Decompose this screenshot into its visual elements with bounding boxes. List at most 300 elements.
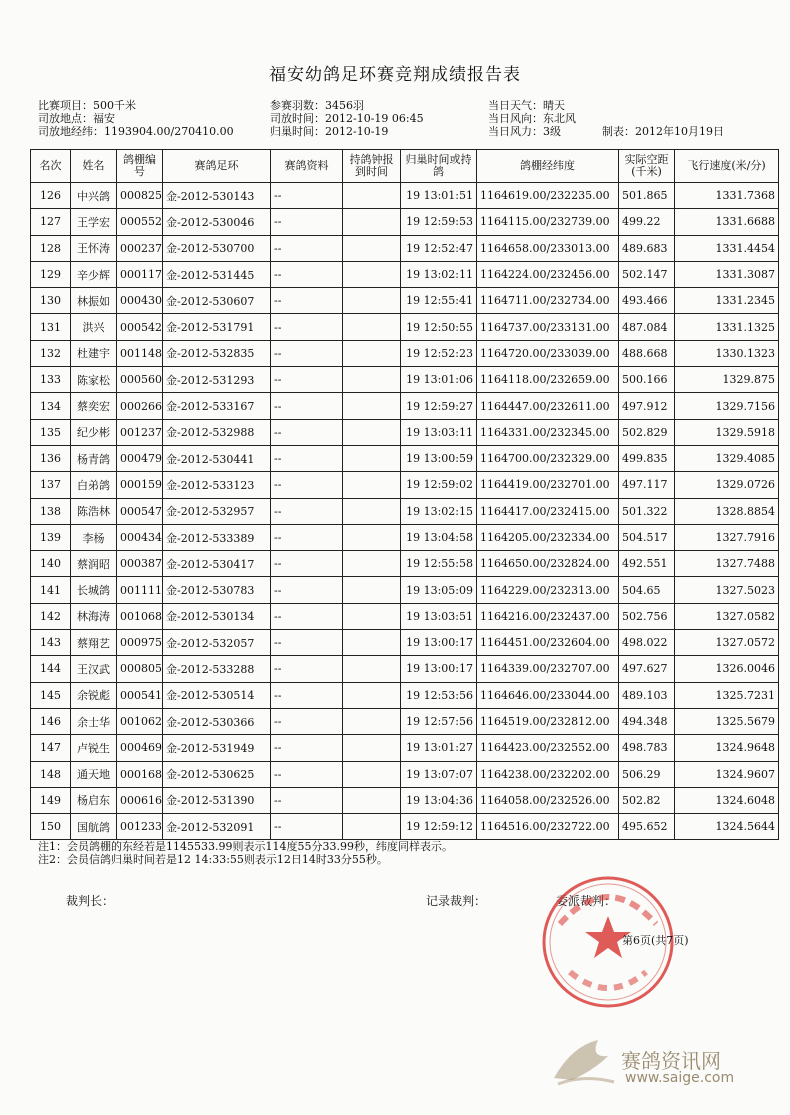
cell-distance: 506.29 — [619, 761, 675, 787]
cell-name: 余锐彪 — [71, 682, 117, 708]
cell-name: 卢锐生 — [71, 735, 117, 761]
cell-rank: 131 — [31, 314, 71, 340]
table-row — [31, 261, 779, 287]
cell-rank: 149 — [31, 787, 71, 813]
cell-clock-time — [343, 682, 401, 708]
cell-loft-id: 000547 — [117, 498, 163, 524]
cell-loft-id: 001111 — [117, 577, 163, 603]
cell-pigeon-info: -- — [271, 814, 343, 840]
cell-speed: 1331.4454 — [675, 235, 779, 261]
cell-clock-time — [343, 630, 401, 656]
cell-loft-id: 000975 — [117, 630, 163, 656]
weather: 当日天气：晴天 — [488, 99, 565, 112]
table-row — [31, 630, 779, 656]
note-1: 注1：会员鸽棚的东经若是1145533.99则表示114度55分33.99秒，纬度同样表示。 — [38, 840, 453, 853]
cell-coords: 1164650.00/232824.00 — [477, 551, 619, 577]
made-date: 制表：2012年10月19日 — [602, 125, 724, 138]
cell-coords: 1164224.00/232456.00 — [477, 261, 619, 287]
cell-distance: 502.756 — [619, 603, 675, 629]
table-header-row — [31, 150, 779, 183]
table-row — [31, 314, 779, 340]
table-row — [31, 603, 779, 629]
cell-distance: 487.084 — [619, 314, 675, 340]
cell-pigeon-info: -- — [271, 682, 343, 708]
cell-ring: 金-2012-530134 — [163, 603, 271, 629]
cell-coords: 1164447.00/232611.00 — [477, 393, 619, 419]
table-row — [31, 761, 779, 787]
cell-ring: 金-2012-530046 — [163, 209, 271, 235]
cell-ring: 金-2012-531390 — [163, 787, 271, 813]
cell-rank: 128 — [31, 235, 71, 261]
cell-ring: 金-2012-530783 — [163, 577, 271, 603]
cell-distance: 502.82 — [619, 787, 675, 813]
release-place: 司放地点：福安 — [38, 112, 115, 125]
cell-name: 杨青鸽 — [71, 445, 117, 471]
cell-name: 蔡润昭 — [71, 551, 117, 577]
cell-speed: 1327.7916 — [675, 524, 779, 550]
cell-pigeon-info: -- — [271, 340, 343, 366]
header-ring: 赛鸽足环 — [163, 150, 271, 183]
cell-coords: 1164205.00/232334.00 — [477, 524, 619, 550]
cell-pigeon-info: -- — [271, 630, 343, 656]
cell-clock-time — [343, 814, 401, 840]
release-coords: 司放地经纬：1193904.00/270410.00 — [38, 125, 234, 138]
table-row — [31, 656, 779, 682]
wind-direction: 当日风向：东北风 — [488, 112, 576, 125]
cell-ring: 金-2012-530417 — [163, 551, 271, 577]
cell-coords: 1164451.00/232604.00 — [477, 630, 619, 656]
cell-return-time: 19 13:00:17 — [401, 656, 477, 682]
cell-name: 长城鸽 — [71, 577, 117, 603]
cell-name: 洪兴 — [71, 314, 117, 340]
cell-speed: 1326.0046 — [675, 656, 779, 682]
cell-distance: 500.166 — [619, 367, 675, 393]
cell-pigeon-info: -- — [271, 261, 343, 287]
note-2: 注2：会员信鸽归巢时间若是12 14:33:55则表示12日14时33分55秒。 — [38, 853, 388, 866]
cell-return-time: 19 12:55:58 — [401, 551, 477, 577]
header-coords: 鸽棚经纬度 — [477, 150, 619, 183]
cell-coords: 1164423.00/232552.00 — [477, 735, 619, 761]
cell-coords: 1164516.00/232722.00 — [477, 814, 619, 840]
cell-clock-time — [343, 787, 401, 813]
report-title: 福安幼鸽足环赛竞翔成绩报告表 — [269, 65, 521, 85]
cell-name: 李杨 — [71, 524, 117, 550]
cell-coords: 1164658.00/233013.00 — [477, 235, 619, 261]
cell-pigeon-info: -- — [271, 577, 343, 603]
cell-rank: 126 — [31, 183, 71, 209]
cell-rank: 133 — [31, 367, 71, 393]
cell-ring: 金-2012-532835 — [163, 340, 271, 366]
cell-pigeon-info: -- — [271, 498, 343, 524]
cell-rank: 150 — [31, 814, 71, 840]
cell-speed: 1324.9648 — [675, 735, 779, 761]
cell-pigeon-info: -- — [271, 761, 343, 787]
cell-ring: 金-2012-530700 — [163, 235, 271, 261]
cell-loft-id: 000825 — [117, 183, 163, 209]
header-distance: 实际空距(千米) — [619, 150, 675, 183]
cell-pigeon-info: -- — [271, 314, 343, 340]
cell-name: 林振如 — [71, 288, 117, 314]
cell-rank: 140 — [31, 551, 71, 577]
cell-pigeon-info: -- — [271, 735, 343, 761]
cell-speed: 1331.7368 — [675, 183, 779, 209]
cell-pigeon-info: -- — [271, 656, 343, 682]
cell-ring: 金-2012-531293 — [163, 367, 271, 393]
cell-pigeon-info: -- — [271, 209, 343, 235]
pigeon-logo-icon — [548, 1032, 620, 1092]
table-row — [31, 340, 779, 366]
cell-loft-id: 001148 — [117, 340, 163, 366]
cell-return-time: 19 13:00:17 — [401, 630, 477, 656]
table-row — [31, 708, 779, 734]
header-speed: 飞行速度(米/分) — [675, 150, 779, 183]
table-row — [31, 682, 779, 708]
cell-pigeon-info: -- — [271, 288, 343, 314]
table-row — [31, 814, 779, 840]
cell-clock-time — [343, 577, 401, 603]
cell-coords: 1164058.00/232526.00 — [477, 787, 619, 813]
cell-ring: 金-2012-530441 — [163, 445, 271, 471]
cell-pigeon-info: -- — [271, 524, 343, 550]
cell-name: 陈浩林 — [71, 498, 117, 524]
cell-name: 余士华 — [71, 708, 117, 734]
cell-speed: 1330.1323 — [675, 340, 779, 366]
cell-loft-id: 001068 — [117, 603, 163, 629]
watermark-url: www.saige.com — [625, 1070, 735, 1086]
header-rank: 名次 — [31, 150, 71, 183]
cell-ring: 金-2012-532988 — [163, 419, 271, 445]
cell-clock-time — [343, 235, 401, 261]
cell-return-time: 19 13:01:06 — [401, 367, 477, 393]
cell-distance: 493.466 — [619, 288, 675, 314]
cell-ring: 金-2012-531949 — [163, 735, 271, 761]
cell-coords: 1164419.00/232701.00 — [477, 472, 619, 498]
cell-distance: 488.668 — [619, 340, 675, 366]
cell-return-time: 19 13:02:11 — [401, 261, 477, 287]
cell-clock-time — [343, 209, 401, 235]
cell-clock-time — [343, 419, 401, 445]
table-row — [31, 183, 779, 209]
cell-name: 王汉武 — [71, 656, 117, 682]
cell-pigeon-info: -- — [271, 235, 343, 261]
cell-clock-time — [343, 603, 401, 629]
table-row — [31, 787, 779, 813]
cell-ring: 金-2012-530366 — [163, 708, 271, 734]
cell-distance: 497.912 — [619, 393, 675, 419]
cell-loft-id: 000387 — [117, 551, 163, 577]
cell-clock-time — [343, 524, 401, 550]
cell-distance: 497.117 — [619, 472, 675, 498]
cell-coords: 1164417.00/232415.00 — [477, 498, 619, 524]
return-time: 归巢时间：2012-10-19 — [270, 125, 389, 138]
cell-speed: 1331.3087 — [675, 261, 779, 287]
notes — [38, 840, 453, 866]
cell-speed: 1324.9607 — [675, 761, 779, 787]
cell-return-time: 19 13:04:58 — [401, 524, 477, 550]
assigned-judge-label: 委派裁判： — [556, 894, 617, 908]
header-name: 姓名 — [71, 150, 117, 183]
table-row — [31, 577, 779, 603]
cell-speed: 1328.8854 — [675, 498, 779, 524]
cell-loft-id: 001062 — [117, 708, 163, 734]
cell-distance: 492.551 — [619, 551, 675, 577]
cell-clock-time — [343, 261, 401, 287]
cell-return-time: 19 13:03:11 — [401, 419, 477, 445]
cell-speed: 1331.6688 — [675, 209, 779, 235]
cell-speed: 1329.7156 — [675, 393, 779, 419]
cell-name: 杨启东 — [71, 787, 117, 813]
cell-return-time: 19 13:02:15 — [401, 498, 477, 524]
cell-coords: 1164711.00/232734.00 — [477, 288, 619, 314]
cell-name: 纪少彬 — [71, 419, 117, 445]
cell-loft-id: 000168 — [117, 761, 163, 787]
cell-loft-id: 000805 — [117, 656, 163, 682]
cell-rank: 134 — [31, 393, 71, 419]
cell-distance: 498.022 — [619, 630, 675, 656]
cell-name: 通天地 — [71, 761, 117, 787]
cell-distance: 504.517 — [619, 524, 675, 550]
cell-loft-id: 000479 — [117, 445, 163, 471]
cell-return-time: 19 13:01:27 — [401, 735, 477, 761]
cell-coords: 1164646.00/233044.00 — [477, 682, 619, 708]
results-table — [30, 149, 779, 840]
cell-distance: 489.683 — [619, 235, 675, 261]
cell-return-time: 19 12:59:02 — [401, 472, 477, 498]
cell-ring: 金-2012-533123 — [163, 472, 271, 498]
cell-rank: 139 — [31, 524, 71, 550]
cell-speed: 1327.7488 — [675, 551, 779, 577]
cell-coords: 1164720.00/233039.00 — [477, 340, 619, 366]
cell-coords: 1164115.00/232739.00 — [477, 209, 619, 235]
cell-return-time: 19 13:07:07 — [401, 761, 477, 787]
cell-clock-time — [343, 445, 401, 471]
wind-force: 当日风力：3级 — [488, 125, 561, 138]
cell-coords: 1164216.00/232437.00 — [477, 603, 619, 629]
cell-rank: 144 — [31, 656, 71, 682]
cell-speed: 1325.7231 — [675, 682, 779, 708]
cell-pigeon-info: -- — [271, 603, 343, 629]
cell-ring: 金-2012-533167 — [163, 393, 271, 419]
cell-distance: 494.348 — [619, 708, 675, 734]
cell-distance: 502.147 — [619, 261, 675, 287]
cell-speed: 1329.875 — [675, 367, 779, 393]
chief-judge-label: 裁判长： — [66, 894, 115, 908]
cell-rank: 127 — [31, 209, 71, 235]
cell-coords: 1164118.00/232659.00 — [477, 367, 619, 393]
cell-loft-id: 000117 — [117, 261, 163, 287]
cell-distance: 502.829 — [619, 419, 675, 445]
cell-name: 杜建宇 — [71, 340, 117, 366]
table-row — [31, 288, 779, 314]
cell-speed: 1327.0572 — [675, 630, 779, 656]
cell-distance: 499.22 — [619, 209, 675, 235]
cell-return-time: 19 12:50:55 — [401, 314, 477, 340]
cell-loft-id: 000469 — [117, 735, 163, 761]
cell-return-time: 19 13:04:36 — [401, 787, 477, 813]
cell-speed: 1331.2345 — [675, 288, 779, 314]
cell-pigeon-info: -- — [271, 183, 343, 209]
table-row — [31, 367, 779, 393]
record-judge-label: 记录裁判： — [426, 894, 487, 908]
cell-name: 白弟鸽 — [71, 472, 117, 498]
cell-coords: 1164339.00/232707.00 — [477, 656, 619, 682]
cell-ring: 金-2012-532057 — [163, 630, 271, 656]
cell-name: 蔡奕宏 — [71, 393, 117, 419]
cell-name: 蔡翔艺 — [71, 630, 117, 656]
cell-pigeon-info: -- — [271, 419, 343, 445]
cell-rank: 132 — [31, 340, 71, 366]
cell-rank: 135 — [31, 419, 71, 445]
cell-ring: 金-2012-532957 — [163, 498, 271, 524]
cell-coords: 1164700.00/232329.00 — [477, 445, 619, 471]
cell-coords: 1164331.00/232345.00 — [477, 419, 619, 445]
cell-pigeon-info: -- — [271, 708, 343, 734]
cell-clock-time — [343, 761, 401, 787]
table-row — [31, 472, 779, 498]
header-clock-time: 持鸽钟报到时间 — [343, 150, 401, 183]
table-row — [31, 735, 779, 761]
cell-ring: 金-2012-532091 — [163, 814, 271, 840]
cell-rank: 145 — [31, 682, 71, 708]
cell-rank: 136 — [31, 445, 71, 471]
cell-ring: 金-2012-533389 — [163, 524, 271, 550]
cell-clock-time — [343, 314, 401, 340]
cell-return-time: 19 12:55:41 — [401, 288, 477, 314]
cell-distance: 499.835 — [619, 445, 675, 471]
cell-name: 王学宏 — [71, 209, 117, 235]
cell-distance: 501.865 — [619, 183, 675, 209]
cell-loft-id: 000159 — [117, 472, 163, 498]
header-loft-id: 鸽棚编号 — [117, 150, 163, 183]
cell-name: 林海涛 — [71, 603, 117, 629]
cell-loft-id: 000430 — [117, 288, 163, 314]
cell-distance: 489.103 — [619, 682, 675, 708]
cell-speed: 1331.1325 — [675, 314, 779, 340]
cell-clock-time — [343, 551, 401, 577]
cell-name: 辛少辉 — [71, 261, 117, 287]
cell-distance: 497.627 — [619, 656, 675, 682]
cell-loft-id: 000237 — [117, 235, 163, 261]
cell-distance: 498.783 — [619, 735, 675, 761]
cell-speed: 1324.5644 — [675, 814, 779, 840]
cell-name: 王怀涛 — [71, 235, 117, 261]
cell-return-time: 19 12:53:56 — [401, 682, 477, 708]
cell-ring: 金-2012-530625 — [163, 761, 271, 787]
cell-pigeon-info: -- — [271, 393, 343, 419]
table-row — [31, 393, 779, 419]
cell-coords: 1164519.00/232812.00 — [477, 708, 619, 734]
cell-speed: 1329.5918 — [675, 419, 779, 445]
cell-rank: 148 — [31, 761, 71, 787]
cell-return-time: 19 12:59:12 — [401, 814, 477, 840]
cell-clock-time — [343, 498, 401, 524]
cell-clock-time — [343, 340, 401, 366]
cell-clock-time — [343, 708, 401, 734]
cell-return-time: 19 12:57:56 — [401, 708, 477, 734]
event-distance: 比赛项目：500千米 — [38, 99, 136, 112]
release-time: 司放时间：2012-10-19 06:45 — [270, 112, 424, 125]
table-row — [31, 498, 779, 524]
cell-ring: 金-2012-530514 — [163, 682, 271, 708]
cell-speed: 1324.6048 — [675, 787, 779, 813]
cell-return-time: 19 12:52:47 — [401, 235, 477, 261]
cell-speed: 1329.0726 — [675, 472, 779, 498]
watermark-brand: 赛鸽资讯网 — [621, 1049, 721, 1073]
cell-rank: 130 — [31, 288, 71, 314]
cell-ring: 金-2012-530143 — [163, 183, 271, 209]
cell-pigeon-info: -- — [271, 367, 343, 393]
table-row — [31, 419, 779, 445]
cell-clock-time — [343, 656, 401, 682]
cell-return-time: 19 13:05:09 — [401, 577, 477, 603]
table-row — [31, 209, 779, 235]
table-row — [31, 445, 779, 471]
cell-return-time: 19 12:59:27 — [401, 393, 477, 419]
cell-ring: 金-2012-531445 — [163, 261, 271, 287]
cell-clock-time — [343, 288, 401, 314]
cell-pigeon-info: -- — [271, 445, 343, 471]
cell-distance: 495.652 — [619, 814, 675, 840]
cell-speed: 1329.4085 — [675, 445, 779, 471]
cell-pigeon-info: -- — [271, 787, 343, 813]
cell-speed: 1327.5023 — [675, 577, 779, 603]
cell-coords: 1164737.00/233131.00 — [477, 314, 619, 340]
table-row — [31, 235, 779, 261]
cell-return-time: 19 13:00:59 — [401, 445, 477, 471]
cell-clock-time — [343, 735, 401, 761]
cell-pigeon-info: -- — [271, 472, 343, 498]
cell-loft-id: 000266 — [117, 393, 163, 419]
cell-loft-id: 000434 — [117, 524, 163, 550]
cell-coords: 1164238.00/232202.00 — [477, 761, 619, 787]
header-pigeon-info: 赛鸽资料 — [271, 150, 343, 183]
cell-coords: 1164619.00/232235.00 — [477, 183, 619, 209]
cell-loft-id: 000542 — [117, 314, 163, 340]
table-row — [31, 524, 779, 550]
cell-return-time: 19 12:59:53 — [401, 209, 477, 235]
cell-speed: 1325.5679 — [675, 708, 779, 734]
header-return-time: 归巢时间或持鸽 — [401, 150, 477, 183]
cell-rank: 129 — [31, 261, 71, 287]
cell-distance: 504.65 — [619, 577, 675, 603]
cell-name: 国航鸽 — [71, 814, 117, 840]
cell-return-time: 19 13:03:51 — [401, 603, 477, 629]
cell-clock-time — [343, 367, 401, 393]
page-info: 第6页(共7页) — [622, 934, 689, 947]
cell-clock-time — [343, 183, 401, 209]
cell-rank: 138 — [31, 498, 71, 524]
cell-rank: 143 — [31, 630, 71, 656]
cell-loft-id: 001233 — [117, 814, 163, 840]
cell-ring: 金-2012-530607 — [163, 288, 271, 314]
cell-pigeon-info: -- — [271, 551, 343, 577]
cell-coords: 1164229.00/232313.00 — [477, 577, 619, 603]
table-row — [31, 551, 779, 577]
cell-loft-id: 001237 — [117, 419, 163, 445]
cell-distance: 501.322 — [619, 498, 675, 524]
cell-loft-id: 000541 — [117, 682, 163, 708]
cell-name: 陈家松 — [71, 367, 117, 393]
cell-ring: 金-2012-531791 — [163, 314, 271, 340]
cell-clock-time — [343, 393, 401, 419]
cell-loft-id: 000616 — [117, 787, 163, 813]
cell-loft-id: 000560 — [117, 367, 163, 393]
cell-return-time: 19 13:01:51 — [401, 183, 477, 209]
cell-ring: 金-2012-533288 — [163, 656, 271, 682]
cell-rank: 146 — [31, 708, 71, 734]
cell-rank: 147 — [31, 735, 71, 761]
cell-rank: 142 — [31, 603, 71, 629]
